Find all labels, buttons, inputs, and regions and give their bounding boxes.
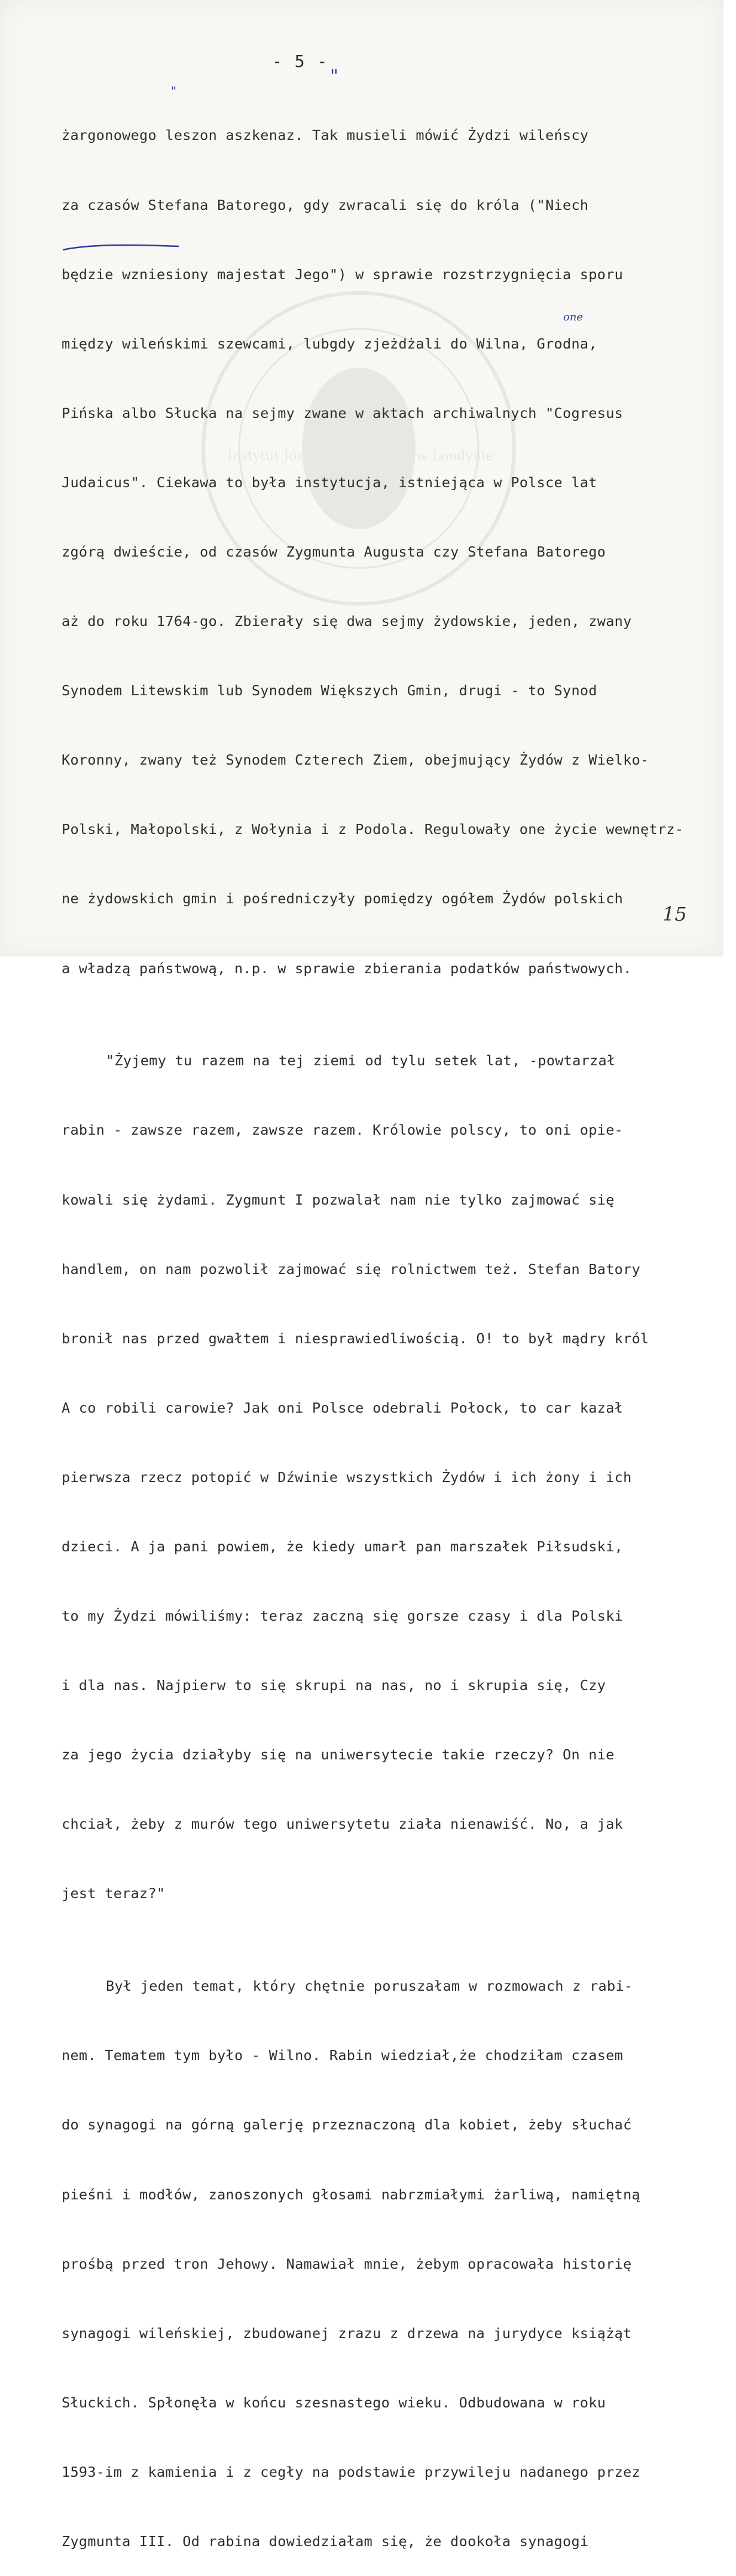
text-line: Koronny, zwany też Synodem Czterech Ziem, obejmujący Żydów z Wielko- (62, 751, 649, 769)
text-line: Zygmunta III. Od rabina dowiedziałam się, że dookoła synagogi (62, 2533, 589, 2550)
text-line: jest teraz?" (62, 1885, 166, 1902)
text-line: Polski, Małopolski, z Wołynia i z Podola. Regulowały one życie wewnętrz- (62, 821, 684, 838)
text-line: pierwsza rzecz potopić w Dźwinie wszystkich Żydów i ich żony i ich (62, 1468, 632, 1486)
text-line: Pińska albo Słucka na sejmy zwane w aktach archiwalnych "Cogresus (62, 404, 624, 421)
typed-text-body (62, 78, 719, 2576)
page-edge-background (723, 0, 736, 957)
text-line: A co robili carowie? Jak oni Polsce odebrali Połock, to car kazał (62, 1399, 624, 1416)
text-line: do synagogi na górną galerję przeznaczoną dla kobiet, żeby słuchać (62, 2116, 632, 2134)
text-line: między wileńskimi szewcami, lubgdy zjeżdżali do Wilna, Grodna, (62, 335, 597, 352)
text-line: ne żydowskich gmin i pośredniczyły pomiędzy ogółem Żydów polskich (62, 890, 624, 907)
text-line: bronił nas przed gwałtem i niesprawiedliwością. O! to był mądry król (62, 1330, 649, 1347)
text-line: żargonowego leszon aszkenaz. Tak musieli mówić Żydzi wileńscy (62, 127, 589, 144)
text-line: synagogi wileńskiej, zbudowanej zrazu z drzewa na jurydyce książąt (62, 2324, 632, 2342)
text-line: a władzą państwową, n.p. w sprawie zbierania podatków państwowych. (62, 959, 632, 977)
folio-number: 15 (662, 903, 687, 925)
text-line: nem. Tematem tym było - Wilno. Rabin wiedział,że chodziłam czasem (62, 2047, 624, 2064)
page-number: - 5 - (272, 51, 329, 71)
text-line: Synodem Litewskim lub Synodem Większych Gmin, drugi - to Synod (62, 682, 597, 699)
text-line: i dla nas. Najpierw to się skrupi na nas, no i skrupia się, Czy (62, 1677, 606, 1694)
text-line: za czasów Stefana Batorego, gdy zwracali się do króla ("Niech (62, 196, 589, 213)
text-line: 1593-im z kamienia i z cegły na podstawie przywileju nadanego przez (62, 2463, 641, 2480)
handwritten-strikeout (62, 242, 181, 255)
text-line: za jego życia działyby się na uniwersytecie takie rzeczy? On nie (62, 1746, 615, 1764)
handwritten-insertion: one (563, 311, 584, 323)
text-line: chciał, żeby z murów tego uniwersytetu ziała nienawiść. No, a jak (62, 1816, 624, 1833)
handwritten-quote-mark: " (171, 84, 177, 98)
text-line: kowali się żydami. Zygmunt I pozwalał nam nie tylko zajmować się (62, 1191, 615, 1208)
text-line: "Żyjemy tu razem na tej ziemi od tylu setek lat, -powtarzał (106, 1052, 616, 1069)
handwritten-quote-mark: " (330, 66, 338, 87)
text-line: pieśni i modłów, zanoszonych głosami nabrzmiałymi żarliwą, namiętną (62, 2186, 641, 2203)
text-line: to my Żydzi mówiliśmy: teraz zaczną się gorsze czasy i dla Polski (62, 1608, 624, 1625)
text-line: Był jeden temat, który chętnie poruszałam w rozmowach z rabi- (106, 1978, 633, 1995)
text-line: będzie wzniesiony majestat Jego") w sprawie rozstrzygnięcia sporu (62, 265, 624, 283)
text-line: Słuckich. Spłonęła w końcu szesnastego wieku. Odbudowana w roku (62, 2394, 606, 2411)
text-line: dzieci. A ja pani powiem, że kiedy umarł pan marszałek Piłsudski, (62, 1538, 624, 1555)
text-line: prośbą przed tron Jehowy. Namawiał mnie, żebym opracowała historię (62, 2255, 632, 2272)
text-line: Judaicus". Ciekawa to była instytucja, istniejąca w Polsce lat (62, 473, 597, 491)
text-line: zgórą dwieście, od czasów Zygmunta Augusta czy Stefana Batorego (62, 543, 606, 560)
text-line: aż do roku 1764-go. Zbierały się dwa sejmy żydowskie, jeden, zwany (62, 613, 632, 630)
text-line: handlem, on nam pozwolił zajmować się rolnictwem też. Stefan Batory (62, 1260, 641, 1278)
text-line: rabin - zawsze razem, zawsze razem. Królowie polscy, to oni opie- (62, 1122, 624, 1139)
